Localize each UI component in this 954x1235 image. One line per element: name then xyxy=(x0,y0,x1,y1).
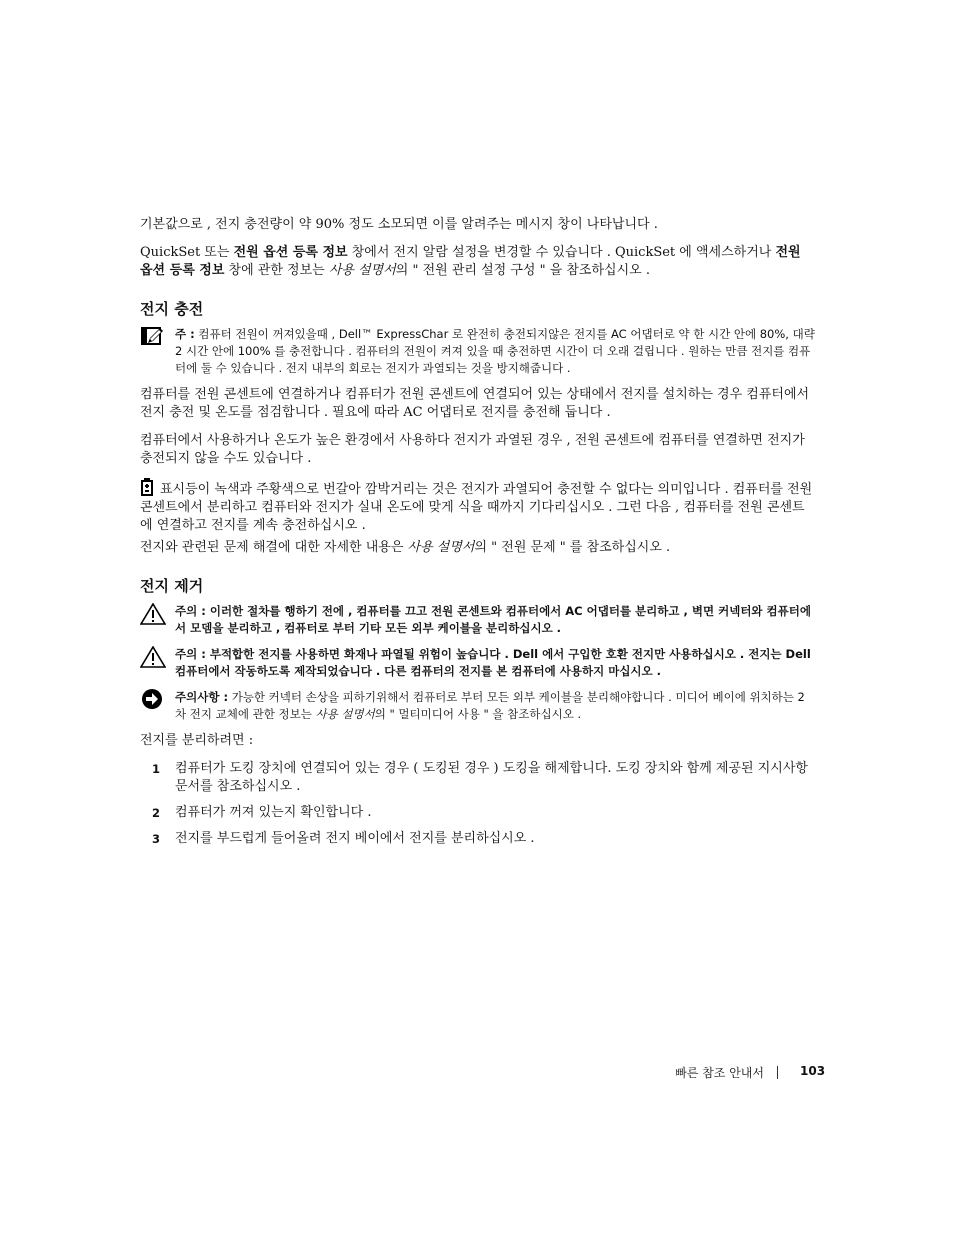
warning-triangle-icon xyxy=(140,603,166,625)
pencil-note-icon xyxy=(140,326,166,348)
charging-paragraph-2: 컴퓨터에서 사용하거나 온도가 높은 환경에서 사용하다 전지가 과열된 경우 , 전원 콘센트에 컴퓨터를 연결하면 전지가 충전되지 않을 수도 있습니다 . xyxy=(140,433,805,466)
caution-block-2 xyxy=(140,646,816,680)
notice-block xyxy=(140,689,816,723)
charging-paragraph-3: 표시등이 녹색과 주황색으로 번갈아 깜박거리는 것은 전지가 과열되어 충전할 수 없다는 의미입니다 . 컴퓨터를 전원 콘센트에서 분리하고 컴퓨터와 전지가 실내 온도에 맞게 식을 때까지 기다리십시오 . 그런 다음 , 컴퓨터를 전원 콘센트에 연결하고 전지를 계속 충전하십시오 . xyxy=(140,478,816,535)
list-item: 1 컴퓨터가 도킹 장치에 연결되어 있는 경우 ( 도킹된 경우 ) 도킹을 해제합니다. 도킹 장치와 함께 제공된 지시사항 문서를 참조하십시오 . xyxy=(152,761,808,794)
caution-1-text: 이러한 절차를 행하기 전에 , 컴퓨터를 끄고 전원 콘센트와 컴퓨터에서 AC 어댑터를 분리하고 , 벽면 커넥터와 컴퓨터에서 모뎀을 분리하고 , 컴퓨터로 부터 기타 모든 외부 케이블을 분리하십시오 . xyxy=(175,604,811,635)
caution-1-label: 주의 : xyxy=(175,604,206,618)
footer-divider xyxy=(777,1066,778,1079)
notice-text-italic: 사용 설명서 xyxy=(315,707,375,721)
notice-text-b: 의 " 멀티미디어 사용 " 을 참조하십시오 . xyxy=(374,707,582,721)
removing-intro: 전지를 분리하려면 : xyxy=(140,733,254,748)
caution-2-label: 주의 : xyxy=(175,647,206,661)
charging-paragraph-1: 컴퓨터를 전원 콘센트에 연결하거나 컴퓨터가 전원 콘센트에 연결되어 있는 상태에서 전지를 설치하는 경우 컴퓨터에서 전지 충전 및 온도를 점검합니다 . 필요에 따라 AC 어댑터로 전지를 충전해 둡니다 . xyxy=(140,387,810,420)
page-number: 103 xyxy=(800,1064,826,1078)
charging-paragraph-4: 전지와 관련된 문제 해결에 대한 자세한 내용은 사용 설명서의 " 전원 문제 " 를 참조하십시오 . xyxy=(140,540,671,555)
battery-icon xyxy=(140,478,154,496)
heading-battery-charging: 전지 충전 xyxy=(140,300,204,318)
note-text: 컴퓨터 전원이 꺼져있을때 , Dell™ ExpressChar 로 완전히 충전되지않은 전지를 AC 어댑터로 약 한 시간 안에 80%, 대략 2 시간 안에 100% 를 충전합니다 . 컴퓨터의 전원이 켜져 있을 때 충전하면 시간이 더 오래 걸립니다 . 원하는 만큼 전지를 컴퓨터에 둘 수 있습니다 . 전지 내부의 회로는 전지가 과열되는 것을 방지해줍니다 . xyxy=(175,327,815,375)
list-item: 3 전지를 부드럽게 들어올려 전지 베이에서 전지를 분리하십시오 . xyxy=(152,831,535,846)
notice-arrow-icon xyxy=(140,689,166,711)
caution-block-1 xyxy=(140,603,816,637)
list-item: 2 컴퓨터가 꺼져 있는지 확인합니다 . xyxy=(152,805,372,820)
note-label: 주 : xyxy=(175,327,195,341)
intro-paragraph-2: QuickSet 또는 전원 옵션 등록 정보 창에서 전지 알람 설정을 변경할 수 있습니다 . QuickSet 에 액세스하거나 전원 옵션 등록 정보 창에 관한 정보는 사용 설명서의 " 전원 관리 설정 구성 " 을 참조하십시오 . xyxy=(140,245,801,278)
heading-battery-removing: 전지 제거 xyxy=(140,577,204,595)
notice-text-a: 가능한 커넥터 손상을 피하기위해서 컴퓨터로 부터 모든 외부 케이블을 분리해야합니다 . 미디어 베이에 위치하는 2 차 전지 교체에 관한 정보는 xyxy=(175,690,805,721)
note-block xyxy=(140,326,816,377)
warning-triangle-icon xyxy=(140,646,166,668)
step-list xyxy=(140,760,816,848)
intro-paragraph-1: 기본값으로 , 전지 충전량이 약 90% 정도 소모되면 이를 알려주는 메시지 창이 나타납니다 . xyxy=(140,217,658,232)
footer-title: 빠른 참조 안내서 xyxy=(675,1066,764,1080)
page-content xyxy=(140,216,816,856)
page-footer xyxy=(0,1064,954,1084)
notice-label: 주의사항 : xyxy=(175,690,229,704)
caution-2-text: 부적합한 전지를 사용하면 화재나 파열될 위험이 높습니다 . Dell 에서 구입한 호환 전지만 사용하십시오 . 전지는 Dell 컴퓨터에서 작동하도록 제작되었습니다 . 다른 컴퓨터의 전지를 본 컴퓨터에 사용하지 마십시오 . xyxy=(175,647,811,678)
